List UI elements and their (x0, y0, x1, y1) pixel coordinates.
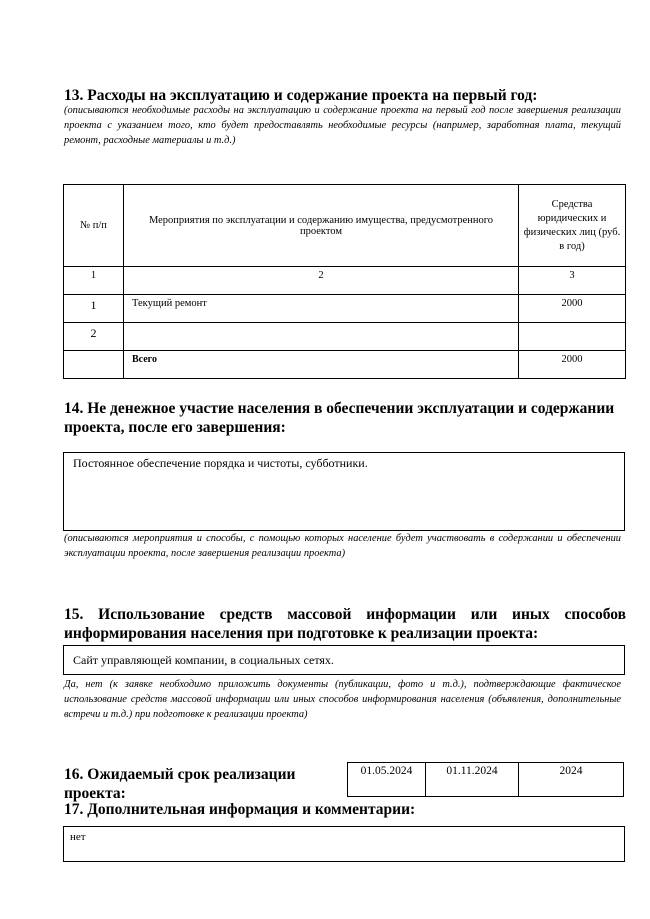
table-row (64, 323, 626, 351)
section-14-text: Постоянное обеспечение порядка и чистоты, субботники. (73, 456, 368, 470)
col-number-3: 3 (519, 267, 626, 295)
section-17-box (63, 826, 625, 862)
section-15-text: Сайт управляющей компании, в социальных сетях. (73, 653, 334, 667)
total-empty-cell (64, 351, 124, 379)
header-number: № п/п (64, 185, 124, 267)
section-14-note: (описываются мероприятия и способы, с помощью которых население будет участвовать в содержании и обеспечении эксплуатации проекта, после завершения реализации проекта) (64, 533, 621, 559)
section-17-title: 17. Дополнительная информация и комментарии: (64, 801, 416, 818)
col-number-1: 1 (64, 267, 124, 295)
end-date-cell: 01.11.2024 (425, 762, 519, 797)
section-13-note: (описываются необходимые расходы на эксплуатацию и содержание проекта на первый год после завершения реализации проекта с указанием того, кто будет предоставлять необходимые ресурсы (например, заработная плата, текущий ремонт, расходные материалы и т.д.) (64, 105, 621, 146)
table-total-row (64, 351, 626, 379)
header-activities: Мероприятия по эксплуатации и содержанию имущества, предусмотренного проектом (124, 185, 519, 267)
row-activity (124, 323, 519, 351)
section-15-box (63, 645, 625, 675)
row-value: 2000 (519, 295, 626, 323)
row-number: 2 (64, 323, 124, 351)
section-16-title: 16. Ожидаемый срок реализации проекта: (64, 766, 296, 802)
total-value: 2000 (519, 351, 626, 379)
row-value (519, 323, 626, 351)
header-funds: Средства юридических и физических лиц (руб. в год) (519, 185, 626, 267)
table-row (64, 295, 626, 323)
section-14-box (63, 452, 625, 531)
start-date-cell: 01.05.2024 (347, 762, 426, 797)
section-14-title: 14. Не денежное участие населения в обеспечении эксплуатации и содержании проекта, после его завершения: (64, 400, 615, 436)
total-label: Всего (124, 351, 519, 379)
section-17-text: нет (70, 831, 86, 843)
col-number-2: 2 (124, 267, 519, 295)
row-activity: Текущий ремонт (124, 295, 519, 323)
row-number: 1 (64, 295, 124, 323)
section-15-note: Да, нет (к заявке необходимо приложить документы (публикации, фото и т.д.), подтверждающие фактическое использование средств массовой информации или иных способов информирования населения (объявления, дополнительные встречи и т.д.) при подготовке к реализации проекта) (64, 679, 621, 720)
section-13-title: 13. Расходы на эксплуатацию и содержание проекта на первый год: (64, 87, 538, 104)
table-header-row (64, 185, 626, 267)
year-cell: 2024 (518, 762, 624, 797)
section-15-title: 15. Использование средств массовой информации или иных способов информирования населения при подготовке к реализации проекта: (64, 606, 626, 642)
expenses-table (63, 184, 626, 379)
table-numbering-row (64, 267, 626, 295)
